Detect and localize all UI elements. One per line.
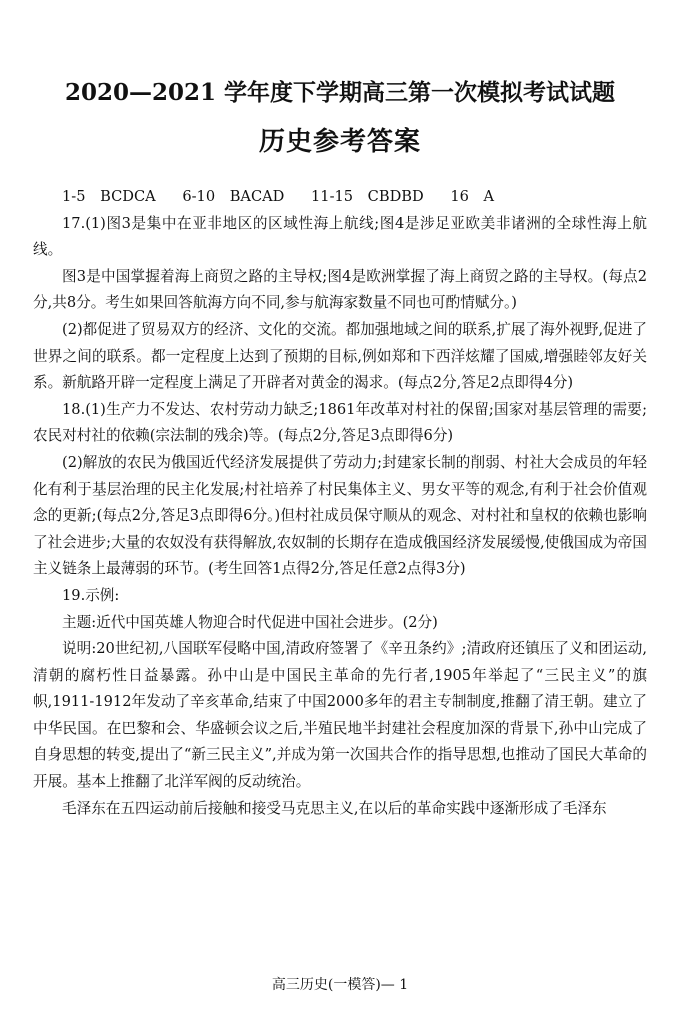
mc-answer-group: 6-10 BACAD xyxy=(182,188,285,205)
page-footer: 高三历史(一模答)— 1 xyxy=(271,977,409,993)
answer-body xyxy=(33,184,647,822)
mc-answer-group: 1-5 BCDCA xyxy=(62,188,156,205)
document-title: 历史参考答案 xyxy=(258,127,421,157)
q17-part1: 17.(1)图3是集中在亚非地区的区域性海上航线;图4是涉足亚欧美非诸洲的全球性海上航线。 xyxy=(33,214,647,259)
q19-mao-paragraph: 毛泽东在五四运动前后接触和接受马克思主义,在以后的革命实践中逐渐形成了毛泽东 xyxy=(62,799,607,817)
exam-title: 2020—2021 学年度下学期高三第一次模拟考试试题 xyxy=(64,79,616,106)
q18-part2: (2)解放的农民为俄国近代经济发展提供了劳动力;封建家长制的削弱、村社大会成员的年轻化有利于基层治理的民主化发展;村社培养了村民集体主义、男女平等的观念,有利于社会价值观念的更新;(每点2分,答足3点即得6分。)但村社成员保守顺从的观念、对村社和皇权的依赖也影响了社会进步;大量的农奴没有获得解放,农奴制的长期存在造成俄国经济发展缓慢,使俄国成为帝国主义链条上最薄弱的环节。(考生回答1点得2分,答足任意2点得3分) xyxy=(33,453,647,578)
q17-part2: (2)都促进了贸易双方的经济、文化的交流。都加强地域之间的联系,扩展了海外视野,促进了世界之间的联系。都一定程度上达到了预期的目标,例如郑和下西洋炫耀了国威,增强睦邻友好关系。新航路开辟一定程度上满足了开辟者对黄金的渴求。(每点2分,答足2点即得4分) xyxy=(33,320,647,392)
q19-explanation: 说明:20世纪初,八国联军侵略中国,清政府签署了《辛丑条约》;清政府还镇压了义和团运动,清朝的腐朽性日益暴露。孙中山是中国民主革命的先行者,1905年举起了“三民主义”的旗帜,1911-1912年发动了辛亥革命,结束了中国2000多年的君主专制制度,推翻了清王朝。建立了中华民国。在巴黎和会、华盛顿会议之后,半殖民地半封建社会程度加深的背景下,孙中山完成了自身思想的转变,提出了“新三民主义”,并成为第一次国共合作的指导思想,也推动了国民大革命的开展。基本上推翻了北洋军阀的反动统治。 xyxy=(33,640,647,791)
q19-heading: 19.示例: xyxy=(62,586,120,604)
q18-part1: 18.(1)生产力不发达、农村劳动力缺乏;1861年改革对村社的保留;国家对基层管理的需要;农民对村社的依赖(宗法制的残余)等。(每点2分,答足3点即得6分) xyxy=(33,400,647,445)
mc-answer-group: 11-15 CBDBD xyxy=(311,188,424,205)
mc-answer-group: 16 A xyxy=(450,188,495,205)
q17-part1-detail: 图3是中国掌握着海上商贸之路的主导权;图4是欧洲掌握了海上商贸之路的主导权。(每点2分,共8分。考生如果回答航海方向不同,参与航海家数量不同也可酌情赋分。) xyxy=(33,267,647,312)
multiple-choice-answers xyxy=(33,184,647,211)
q19-theme: 主题:近代中国英雄人物迎合时代促进中国社会进步。(2分) xyxy=(62,613,438,631)
